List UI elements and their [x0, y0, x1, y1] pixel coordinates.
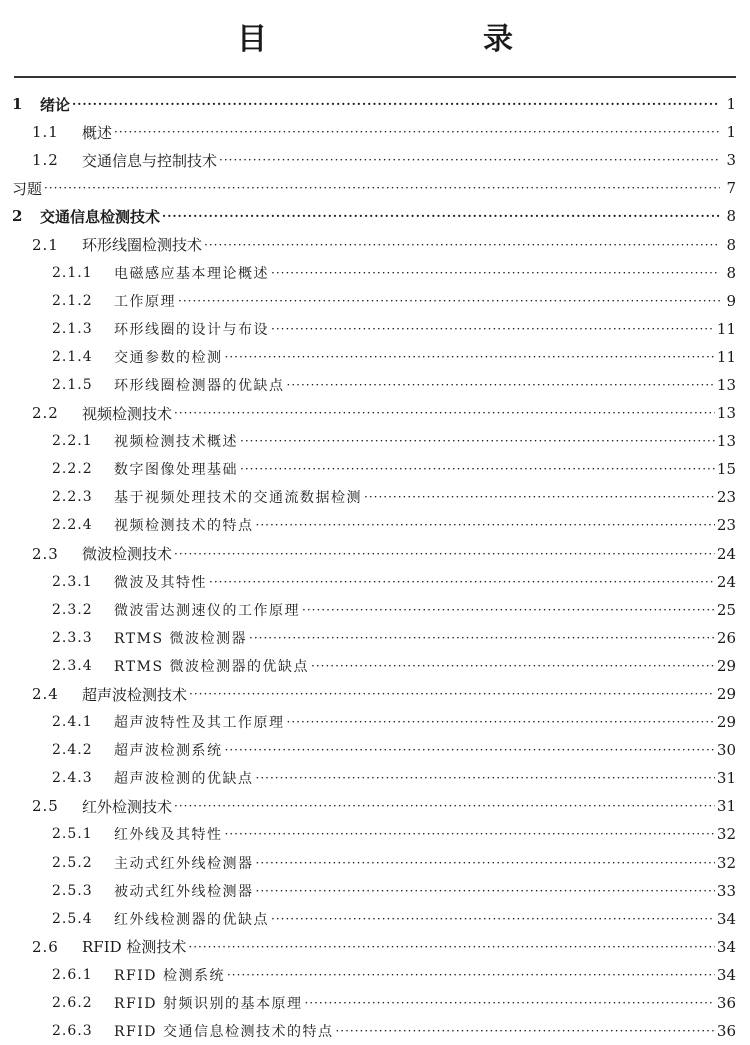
toc-entry-number: 1.1: [32, 123, 59, 142]
toc-entry-title: 超声波特性及其工作原理: [114, 715, 285, 732]
toc-entry-page: 29: [716, 656, 736, 675]
toc-entry-number: 2.3.1: [52, 573, 93, 590]
toc-entry-number: 1.2: [32, 151, 59, 170]
dot-leader: [227, 967, 715, 983]
toc-entry-title: 红外线检测器的优缺点: [114, 911, 269, 928]
dot-leader: [287, 377, 715, 393]
toc-entry-page: 34: [716, 937, 736, 956]
toc-entry[interactable]: [0, 146, 750, 174]
dot-leader: [174, 405, 715, 421]
toc-entry[interactable]: [0, 989, 750, 1017]
toc-entry-number: 2.2.3: [52, 489, 93, 506]
dot-leader: [271, 265, 720, 281]
toc-entry-page: 34: [716, 965, 736, 984]
toc-entry-number: 2.3.2: [52, 601, 93, 618]
toc-entry-number: 2: [12, 207, 23, 226]
toc-entry[interactable]: [0, 202, 750, 230]
toc-entry-number: 2.5.4: [52, 910, 93, 927]
toc-entry-title: 基于视频处理技术的交通流数据检测: [114, 490, 362, 507]
toc-entry-title: 工作原理: [114, 293, 176, 310]
toc-entry-page: 29: [716, 713, 736, 732]
dot-leader: [271, 911, 715, 927]
toc-entry-title: 红外检测技术: [82, 797, 173, 816]
toc-entry-title: 微波检测技术: [82, 545, 173, 564]
toc-entry-number: 2.2.2: [52, 461, 93, 478]
toc-entry-number: 2.3.4: [52, 657, 93, 674]
toc-entry-page: 31: [716, 797, 736, 816]
toc-entry-title: 环形线圈的设计与布设: [114, 321, 269, 338]
dot-leader: [256, 517, 715, 533]
toc-entry[interactable]: [0, 792, 750, 820]
toc-entry[interactable]: [0, 259, 750, 287]
dot-leader: [304, 995, 714, 1011]
table-of-contents: [0, 90, 750, 1045]
dot-leader: [204, 237, 720, 253]
toc-entry-page: 33: [716, 881, 736, 900]
page-title: 目 录: [237, 22, 565, 57]
toc-entry[interactable]: [0, 568, 750, 596]
dot-leader: [209, 574, 715, 590]
toc-entry-title: 超声波检测系统: [114, 743, 223, 760]
toc-entry-page: 23: [716, 488, 736, 507]
toc-entry-title: 微波雷达测速仪的工作原理: [114, 602, 300, 619]
toc-entry-number: 2.6.2: [52, 995, 93, 1012]
toc-entry-number: 2.2.1: [52, 433, 93, 450]
toc-entry-page: 24: [716, 544, 736, 563]
toc-entry[interactable]: [0, 905, 750, 933]
toc-entry[interactable]: [0, 1017, 750, 1045]
toc-entry-page: 30: [716, 741, 736, 760]
toc-entry-page: 1: [726, 95, 736, 114]
toc-entry-number: 2.2.4: [52, 517, 93, 534]
toc-entry-title: 视频检测技术概述: [114, 434, 238, 451]
toc-entry-title: RTMS 微波检测器的优缺点: [114, 658, 310, 675]
toc-entry-page: 7: [726, 179, 736, 198]
toc-entry-number: 2.1.1: [52, 264, 93, 281]
toc-entry-title: RFID 检测系统: [114, 967, 225, 984]
dot-leader: [364, 489, 715, 505]
toc-entry-title: RFID 检测技术: [82, 938, 187, 957]
toc-entry-title: 微波及其特性: [114, 574, 207, 591]
toc-entry-page: 11: [716, 347, 736, 366]
toc-entry[interactable]: [0, 455, 750, 483]
dot-leader: [249, 630, 715, 646]
toc-entry-number: 2.5.2: [52, 854, 93, 871]
toc-entry[interactable]: [0, 118, 750, 146]
toc-entry-page: 36: [716, 994, 736, 1013]
dot-leader: [189, 686, 715, 702]
toc-entry[interactable]: [0, 877, 750, 905]
toc-entry-title: 数字图像处理基础: [114, 462, 238, 479]
toc-entry-number: 2.6.3: [52, 1023, 93, 1040]
dot-leader: [174, 798, 715, 814]
toc-entry-page: 29: [716, 685, 736, 704]
dot-leader: [219, 152, 720, 168]
dot-leader: [311, 658, 715, 674]
toc-entry-page: 25: [716, 600, 736, 619]
dot-leader: [72, 96, 720, 112]
toc-entry[interactable]: [0, 961, 750, 989]
toc-entry[interactable]: [0, 371, 750, 399]
toc-entry[interactable]: [0, 736, 750, 764]
toc-entry-number: 2.6.1: [52, 966, 93, 983]
toc-entry-page: 24: [716, 572, 736, 591]
toc-entry-page: 8: [726, 207, 736, 226]
toc-entry-page: 13: [716, 432, 736, 451]
dot-leader: [335, 1023, 714, 1039]
toc-entry-number: 2.3.3: [52, 629, 93, 646]
dot-leader: [271, 321, 715, 337]
toc-entry-title: 视频检测技术的特点: [114, 518, 254, 535]
toc-entry[interactable]: [0, 287, 750, 315]
toc-entry-title: 环形线圈检测器的优缺点: [114, 377, 285, 394]
title-divider: [14, 76, 736, 78]
toc-entry-page: 36: [716, 1022, 736, 1041]
toc-entry-title: 交通信息检测技术: [40, 207, 161, 226]
toc-entry[interactable]: [0, 820, 750, 848]
toc-entry-title: 环形线圈检测技术: [82, 236, 203, 255]
toc-entry[interactable]: [0, 540, 750, 568]
toc-entry-title: 交通参数的检测: [114, 349, 223, 366]
dot-leader: [302, 602, 715, 618]
toc-entry-title: 概述: [82, 123, 113, 142]
toc-entry-title: 红外线及其特性: [114, 827, 223, 844]
toc-entry-page: 13: [716, 375, 736, 394]
dot-leader: [240, 433, 715, 449]
dot-leader: [44, 180, 720, 196]
toc-entry-title: 电磁感应基本理论概述: [114, 265, 269, 282]
toc-entry-page: 11: [716, 319, 736, 338]
toc-entry-page: 23: [716, 516, 736, 535]
toc-entry-page: 8: [726, 235, 736, 254]
toc-entry-number: 2.4.3: [52, 770, 93, 787]
toc-entry-title: RTMS 微波检测器: [114, 630, 248, 647]
toc-entry[interactable]: [0, 343, 750, 371]
toc-entry[interactable]: [0, 849, 750, 877]
dot-leader: [225, 826, 715, 842]
toc-entry-page: 34: [716, 909, 736, 928]
toc-entry[interactable]: [0, 399, 750, 427]
toc-entry[interactable]: [0, 90, 750, 118]
dot-leader: [188, 939, 714, 955]
toc-entry[interactable]: [0, 624, 750, 652]
toc-entry-title: 习题: [12, 179, 43, 198]
toc-entry-title: RFID 交通信息检测技术的特点: [114, 1024, 334, 1041]
dot-leader: [178, 293, 720, 309]
toc-entry-title: 视频检测技术: [82, 404, 173, 423]
dot-leader: [162, 208, 720, 224]
toc-entry-title: 超声波检测的优缺点: [114, 771, 254, 788]
toc-entry-page: 3: [726, 151, 736, 170]
toc-entry-page: 9: [726, 291, 736, 310]
toc-entry-number: 2.1.3: [52, 320, 93, 337]
toc-entry-number: 2.4.2: [52, 742, 93, 759]
toc-entry-number: 2.6: [32, 937, 59, 956]
dot-leader: [225, 742, 715, 758]
toc-entry-number: 2.1.2: [52, 292, 93, 309]
toc-entry-page: 13: [716, 404, 736, 423]
dot-leader: [174, 546, 715, 562]
dot-leader: [256, 855, 715, 871]
dot-leader: [256, 770, 715, 786]
toc-entry-title: 超声波检测技术: [82, 685, 188, 704]
dot-leader: [225, 349, 715, 365]
toc-entry-number: 2.2: [32, 404, 59, 423]
toc-entry-number: 2.5.3: [52, 882, 93, 899]
toc-entry-number: 2.5: [32, 797, 59, 816]
toc-entry-number: 2.1.5: [52, 376, 93, 393]
toc-entry-title: 主动式红外线检测器: [114, 855, 254, 872]
toc-entry-number: 2.1: [32, 235, 59, 254]
toc-entry[interactable]: [0, 933, 750, 961]
toc-entry-page: 32: [716, 825, 736, 844]
toc-entry[interactable]: [0, 764, 750, 792]
dot-leader: [256, 883, 715, 899]
toc-entry-page: 1: [726, 123, 736, 142]
toc-entry[interactable]: [0, 174, 750, 202]
toc-entry-number: 2.4.1: [52, 714, 93, 731]
toc-entry[interactable]: [0, 427, 750, 455]
dot-leader: [287, 714, 715, 730]
dot-leader: [114, 124, 720, 140]
toc-entry-number: 2.5.1: [52, 826, 93, 843]
toc-entry[interactable]: [0, 315, 750, 343]
toc-entry[interactable]: [0, 680, 750, 708]
toc-entry-number: 2.1.4: [52, 348, 93, 365]
toc-entry[interactable]: [0, 230, 750, 258]
toc-entry-title: 绪论: [40, 95, 71, 114]
toc-entry-page: 26: [716, 628, 736, 647]
toc-entry-page: 32: [716, 853, 736, 872]
toc-entry-number: 2.4: [32, 685, 59, 704]
dot-leader: [240, 461, 715, 477]
toc-entry-title: 被动式红外线检测器: [114, 883, 254, 900]
toc-entry-page: 8: [726, 263, 736, 282]
toc-entry-number: 2.3: [32, 544, 59, 563]
toc-entry[interactable]: [0, 483, 750, 511]
toc-entry[interactable]: [0, 652, 750, 680]
toc-entry-title: RFID 射频识别的基本原理: [114, 996, 303, 1013]
toc-entry[interactable]: [0, 708, 750, 736]
toc-entry-title: 交通信息与控制技术: [82, 151, 218, 170]
toc-entry-number: 1: [12, 95, 23, 114]
toc-entry-page: 15: [716, 460, 736, 479]
toc-entry-page: 31: [716, 769, 736, 788]
toc-entry[interactable]: [0, 511, 750, 539]
toc-entry[interactable]: [0, 596, 750, 624]
